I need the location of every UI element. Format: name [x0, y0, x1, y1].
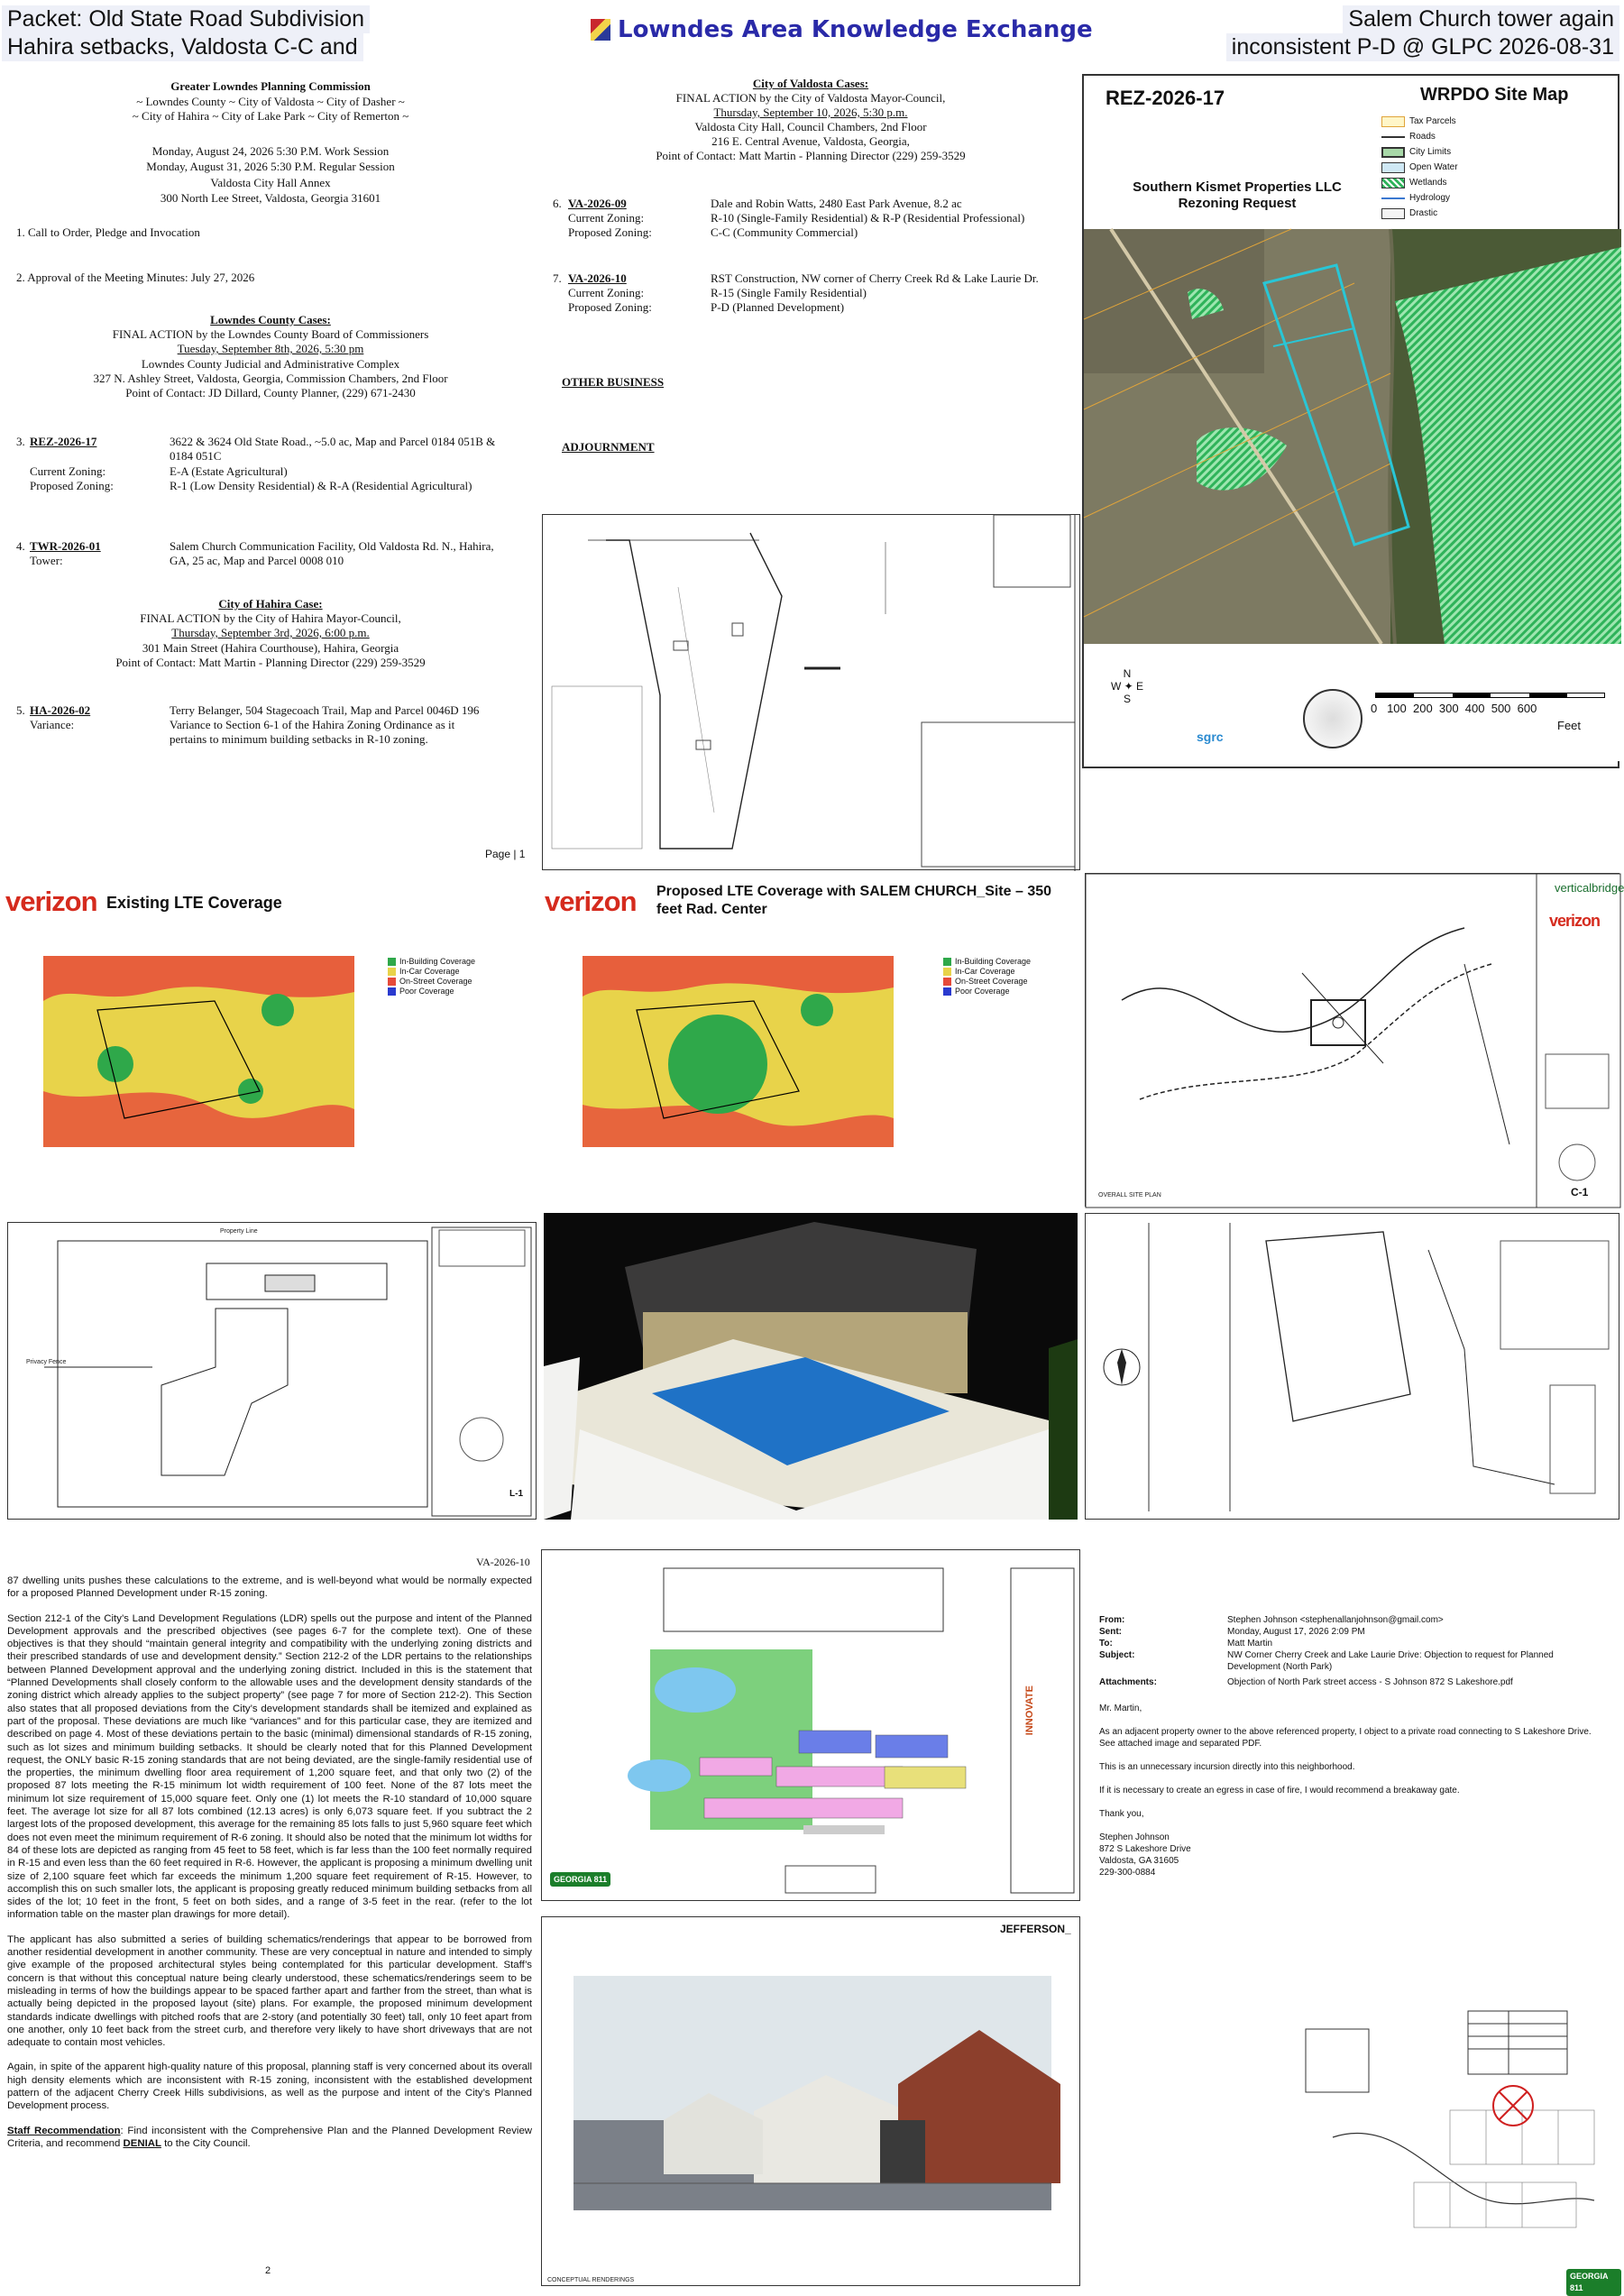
- email-from-row: [1099, 1614, 1604, 1626]
- legend-on-street: [388, 977, 475, 987]
- georgia-811-badge: GEORGIA 811: [1566, 2269, 1621, 2296]
- agenda-page-1-continued: [541, 68, 1080, 501]
- hahira-line-2: Thursday, September 3rd, 2026, 6:00 p.m.: [171, 626, 370, 639]
- elevation-image: [573, 1976, 1051, 2210]
- north-arrow-icon: N W ✦ E S: [1110, 667, 1144, 705]
- item-3-id[interactable]: REZ-2026-17: [30, 435, 97, 448]
- email-greeting: Mr. Martin,: [1099, 1704, 1142, 1713]
- legend-swatch-parcels: [1381, 116, 1405, 127]
- legend-swatch-water: [1381, 162, 1405, 173]
- item-7-current-label: Current Zoning:: [568, 286, 645, 299]
- scale-unit: Feet: [1557, 719, 1582, 732]
- verticalbridge-logo: verticalbridge: [1555, 881, 1624, 895]
- email-sig-address: 872 S Lakeshore Drive: [1099, 1844, 1191, 1854]
- wrpdo-site-map: [1082, 74, 1619, 768]
- legend-swatch-hydrology: [1381, 197, 1405, 199]
- header-right-line1: Salem Church tower again: [1343, 5, 1619, 33]
- email-sig-city: Valdosta, GA 31605: [1099, 1856, 1179, 1866]
- legend-swatch-drastic: [1381, 208, 1405, 219]
- lte-existing-legend: [388, 957, 475, 996]
- staff-report-body: [7, 1575, 532, 2162]
- email-body: [1099, 1703, 1604, 1878]
- legend-swatch-city: [1381, 147, 1405, 158]
- lte-existing-slide: [0, 879, 538, 1183]
- agenda-title: Greater Lowndes Planning Commission: [170, 79, 371, 93]
- lake-logo[interactable]: [591, 16, 1093, 43]
- email-subject-label: Subject:: [1099, 1650, 1135, 1660]
- report-paragraph-1: 87 dwelling units pushes these calculations to the extreme, and is well-beyond what would be normally expected for a proposed Planned Development under R-15 zoning.: [7, 1575, 532, 1600]
- header-left-line2: Hahira setbacks, Valdosta C-C and: [2, 33, 363, 61]
- report-recommendation: [7, 2125, 532, 2151]
- item-4-number: 4.: [16, 539, 25, 553]
- recommendation-tail: to the City Council.: [161, 2137, 251, 2149]
- sheet-number: C-1: [1571, 1186, 1589, 1199]
- pool-rendering: [544, 1213, 1078, 1520]
- recommendation-text: : Find inconsistent with the Comprehensive Plan and the Planned Development Review Criteria, and recommend: [7, 2125, 532, 2149]
- legend-label-ib: In-Building Coverage: [399, 957, 476, 966]
- hahira-case-heading: City of Hahira Case:: [218, 597, 323, 611]
- county-line-2: Tuesday, September 8th, 2026, 5:30 pm: [177, 342, 364, 355]
- rezoning-survey-drawing: [1086, 1214, 1620, 1520]
- header-right-line2: inconsistent P-D @ GLPC 2026-08-31: [1226, 33, 1619, 61]
- lte-proposed-title: [656, 883, 1051, 919]
- item-3-proposed-label: Proposed Zoning:: [30, 479, 114, 492]
- lte-proposed-map: [583, 956, 894, 1147]
- county-line-5: Point of Contact: JD Dillard, County Planner, (229) 671-2430: [125, 386, 416, 400]
- email-attachment-link[interactable]: Objection of North Park street access - S Johnson 872 S Lakeshore.pdf: [1227, 1677, 1513, 1687]
- hahira-line-4: Point of Contact: Matt Martin - Planning Director (229) 259-3529: [115, 656, 426, 669]
- variance-plan-drawing: [8, 1223, 537, 1520]
- item-3-proposed-value: R-1 (Low Density Residential) & R-A (Residential Agricultural): [170, 479, 473, 492]
- item-6-current-value: R-10 (Single-Family Residential) & R-P (Residential Professional): [711, 211, 1025, 225]
- elevation-footer: CONCEPTUAL RENDERINGS: [547, 2277, 635, 2283]
- variance-site-plan: [7, 1222, 537, 1520]
- legend-open-water: [1381, 160, 1458, 175]
- item-7-proposed-label: Proposed Zoning:: [568, 300, 652, 314]
- legend-label-pc: Poor Coverage: [955, 987, 1010, 996]
- lte-existing-title: Existing LTE Coverage: [106, 894, 282, 912]
- item-5-number: 5.: [16, 703, 25, 717]
- item-6-proposed-value: C-C (Community Commercial): [711, 225, 858, 239]
- item-7-current-value: R-15 (Single Family Residential): [711, 286, 867, 299]
- survey-plat: [542, 514, 1080, 870]
- lte-proposed-title-2: feet Rad. Center: [656, 902, 767, 917]
- item-4-id[interactable]: TWR-2026-01: [30, 539, 101, 553]
- county-line-3: Lowndes County Judicial and Administrative Complex: [141, 357, 400, 371]
- staff-report-page-2: [0, 1551, 541, 2287]
- master-plan-drawing: [542, 1550, 1081, 1902]
- item-6-proposed-label: Proposed Zoning:: [568, 225, 652, 239]
- legend-drastic: [1381, 206, 1458, 221]
- sheet-number: L-1: [509, 1489, 523, 1499]
- verizon-logo: verizon: [5, 886, 97, 917]
- email-to-value: Matt Martin: [1227, 1639, 1273, 1649]
- agenda-members-2: ~ City of Hahira ~ City of Lake Park ~ City of Remerton ~: [132, 109, 409, 123]
- county-seal-icon: [1303, 689, 1363, 748]
- item-4-tower-label: Tower:: [30, 554, 63, 567]
- legend-tax-parcels: [1381, 114, 1458, 129]
- item-7-id[interactable]: VA-2026-10: [568, 271, 627, 285]
- legend-swatch-wetlands: [1381, 178, 1405, 188]
- legend-label-5: Hydrology: [1409, 193, 1451, 203]
- other-business-heading: OTHER BUSINESS: [562, 375, 665, 389]
- agenda-venue-1: Valdosta City Hall Annex: [210, 176, 331, 189]
- legend-poor: [943, 987, 1031, 996]
- email-subject-value: NW Corner Cherry Creek and Lake Laurie Drive: Objection to request for Planned Development (North Park): [1227, 1650, 1554, 1672]
- lte-proposed-slide: [541, 879, 1080, 1183]
- recommendation-denial: DENIAL: [123, 2137, 161, 2149]
- valdosta-line-1: FINAL ACTION by the City of Valdosta Mayor-Council,: [675, 91, 946, 105]
- privacy-fence-label: Privacy Fence: [26, 1359, 67, 1365]
- item-5-desc-2: Variance to Section 6-1 of the Hahira Zoning Ordinance as it: [170, 718, 455, 731]
- legend-label-ic: In-Car Coverage: [955, 967, 1015, 976]
- wrpdo-legend: [1381, 114, 1458, 221]
- item-6-number: 6.: [553, 197, 562, 210]
- master-plan: [541, 1549, 1080, 1901]
- item-7-number: 7.: [553, 271, 562, 285]
- valdosta-cases-heading: City of Valdosta Cases:: [752, 77, 869, 90]
- item-6-desc: Dale and Robin Watts, 2480 East Park Avenue, 8.2 ac: [711, 197, 962, 210]
- legend-in-car: [943, 967, 1031, 977]
- valdosta-line-2: Thursday, September 10, 2026, 5:30 p.m.: [713, 106, 908, 119]
- legend-in-car: [388, 967, 475, 977]
- report-paragraph-3: The applicant has also submitted a series of building schematics/renderings that appear to be borrowed from another residential development in another community. These are very conceptual in nature and intended to simply give example of the proposed architectural styles being contemplated for this particular development. Staff’s concern is that without this conceptual nature being clearly understood, these schematics/renderings seem to be misleading in terms of how the buildings appear to be spaced farther apart and farther from the street, than what is actually being depicted in the proposed layout (site) plans. For example, the proposed minimum development standards indicate dwellings with pitched roofs that are 2-story (and potentially 30 feet) tall, only 10 feet apart from one another, only 10 feet back from the street curb, and therefore very likely to have short driveways that are not adequate to contain most vehicles.: [7, 1933, 532, 2049]
- email-paragraph-1: As an adjacent property owner to the above referenced property, I object to a private road connecting to S Lakeshore Drive. See attached image and separated PDF.: [1099, 1727, 1592, 1749]
- legend-city-limits: [1381, 144, 1458, 160]
- email-attachments-label: Attachments:: [1099, 1677, 1157, 1687]
- hahira-line-3: 301 Main Street (Hahira Courthouse), Hahira, Georgia: [142, 641, 399, 655]
- county-line-4: 327 N. Ashley Street, Valdosta, Georgia, Commission Chambers, 2nd Floor: [93, 372, 448, 385]
- email-from-value[interactable]: Stephen Johnson <stephenallanjohnson@gmail.com>: [1227, 1615, 1444, 1625]
- pool-rendering-image: [544, 1213, 1078, 1520]
- innovate-logo: INNOVATE: [1024, 1685, 1035, 1736]
- lte-proposed-legend: [943, 957, 1031, 996]
- page-number: Page | 1: [485, 848, 526, 860]
- report-paragraph-4: Again, in spite of the apparent high-quality nature of this proposal, planning staff is very concerned about its overall high density elements which are inconsistent with R-15 zoning, inconsistent with the established development pattern of the adjacent Cherry Creek Hills subdivisions, as well as the purpose and intent of the City’s Planned Development process.: [7, 2062, 532, 2112]
- legend-label-pc: Poor Coverage: [399, 987, 454, 996]
- elevation-title: JEFFERSON_: [1000, 1923, 1071, 1935]
- email-thanks: Thank you,: [1099, 1809, 1144, 1819]
- item-4-desc-1: Salem Church Communication Facility, Old Valdosta Rd. N., Hahira,: [170, 539, 494, 553]
- email-attachment-map: [1306, 2011, 1617, 2282]
- legend-label-ib: In-Building Coverage: [955, 957, 1032, 966]
- email-sig-name: Stephen Johnson: [1099, 1832, 1170, 1842]
- report-paragraph-2: Section 212-1 of the City’s Land Development Regulations (LDR) spells out the purpose and intent of the Planned Development approvals and the prescribed objectives (see pages 6-7 for the complete text). One of these objectives is that they should “maintain general integrity and compatibility with the underlying zoning districts and their prescribed standards of use and development density.” Section 212-2 of the LDR pertains to the relationships between Planned Development approval and the underlying zoning district. Included in this is the statement that “Planned Developments shall closely conform to the allowable uses and the development density standards of the zoning district which already applies to the subject property” (see page 7 for more of Section 212-2). This Section also states that all proposed deviations from the City’s development standards shall be itemized and explained as part of the proposal. These deviations are much like “variances” and for this particular case, they are itemized and described on page 4. Most of these deviations pertain to the basic (minimal) dimensional standards of R-15 zoning, such as lot sizes and minimum building setbacks. It should be clearly noted that for this Planned Development request, the ONLY basic R-15 zoning standards that are not being deviated, are the single-family residential use of the properties, the minimum dwelling floor area requirement of 1,200 square feet, and that only two (2) of the proposed 87 lots meeting the R-15 minimum lot width requirement of 100 feet. None of the 87 lots meet the minimum lot size requirement of 15,000 square feet. Only one (1) lot meets the R-10 standard of 10,000 square feet. The average lot size for all 87 lots combined (12.13 acres) is only 6,073 square feet. If you subtract the 2 largest lots of the proposed development, this average for the remaining 85 lots falls to just 5,960 square feet which does not even meet the minimum requirement of R-6 zoning. It should also be noted that the minimum lot widths for 84 of these lots are depicted as ranging from 45 feet to 58 feet, which is far less than the 100 feet normally required in R-15 and even less than the 60 feet required in R-6. However, the applicant is proposing a minimum dwelling unit size of 2,100 square feet which far exceeds the minimum 1,200 square feet requirement of R-15. However, to accomplish this on such smaller lots, the applicant is proposing greatly reduced minimum building setbacks from all sides of the lot; 10 feet in the front, 5 feet on both sides, and a range of 3-5 feet in the rear. (refer to the lot information table on the master plan drawings for more detail).: [7, 1612, 532, 1921]
- scale-labels: 0 100 200 300 400 500 600: [1371, 702, 1537, 715]
- verizon-logo: verizon: [1549, 912, 1601, 930]
- item-5-desc-3: pertains to minimum building setbacks in R-10 zoning.: [170, 732, 428, 746]
- email-paragraph-3: If it is necessary to create an egress in case of fire, I would recommend a breakaway gate.: [1099, 1786, 1460, 1795]
- legend-wetlands: [1381, 175, 1458, 190]
- legend-in-building: [388, 957, 475, 967]
- legend-label-2: City Limits: [1409, 147, 1452, 157]
- agenda-item-2: 2. Approval of the Meeting Minutes: July 27, 2026: [16, 271, 255, 284]
- georgia-811-badge: GEORGIA 811: [550, 1872, 610, 1887]
- county-cases-heading: Lowndes County Cases:: [210, 313, 331, 326]
- agenda-date-1: Monday, August 24, 2026 5:30 P.M. Work Session: [151, 144, 390, 158]
- legend-swatch-roads: [1381, 136, 1405, 138]
- item-7-desc: RST Construction, NW corner of Cherry Creek Rd & Lake Laurie Dr.: [711, 271, 1039, 285]
- wrpdo-title: WRPDO Site Map: [1420, 85, 1569, 105]
- item-3-number: 3.: [16, 435, 25, 448]
- item-3-desc-2: 0184 051C: [170, 449, 222, 463]
- item-7-proposed-value: P-D (Planned Development): [711, 300, 845, 314]
- wrpdo-applicant: [1111, 179, 1363, 212]
- email-paragraph-2: This is an unnecessary incursion directly into this neighborhood.: [1099, 1762, 1355, 1772]
- report-page-number: 2: [265, 2265, 271, 2276]
- item-3-current-label: Current Zoning:: [30, 464, 106, 478]
- property-line-label: Property Line: [220, 1228, 258, 1235]
- county-line-1: FINAL ACTION by the Lowndes County Board of Commissioners: [112, 327, 429, 341]
- legend-label-0: Tax Parcels: [1409, 116, 1456, 126]
- email-to-row: [1099, 1638, 1604, 1649]
- email-from-label: From:: [1099, 1615, 1125, 1625]
- legend-in-building: [943, 957, 1031, 967]
- lte-proposed-title-1: Proposed LTE Coverage with SALEM CHURCH_Site – 350: [656, 884, 1052, 899]
- legend-label-6: Drastic: [1409, 208, 1438, 218]
- agenda-page-1: [0, 68, 541, 870]
- legend-label-3: Open Water: [1409, 162, 1458, 172]
- legend-label-ic: In-Car Coverage: [399, 967, 460, 976]
- item-5-variance-label: Variance:: [30, 718, 75, 731]
- email-attachments-row: [1099, 1676, 1604, 1688]
- objection-email: [1085, 1551, 1621, 2292]
- item-3-current-value: E-A (Estate Agricultural): [170, 464, 288, 478]
- legend-hydrology: [1381, 190, 1458, 206]
- lte-existing-map: [43, 956, 354, 1147]
- rezoning-survey: [1085, 1213, 1619, 1520]
- tower-site-plan: [1085, 873, 1624, 1207]
- item-4-desc-2: GA, 25 ac, Map and Parcel 0008 010: [170, 554, 344, 567]
- email-sig-phone: 229-300-0884: [1099, 1868, 1156, 1878]
- wrpdo-applicant-line1: Southern Kismet Properties LLC: [1133, 179, 1342, 195]
- legend-label-1: Roads: [1409, 132, 1436, 142]
- item-5-id[interactable]: HA-2026-02: [30, 703, 91, 717]
- staff-report-case-id: VA-2026-10: [476, 1556, 530, 1568]
- adjournment-heading: ADJOURNMENT: [562, 440, 655, 454]
- agenda-members-1: ~ Lowndes County ~ City of Valdosta ~ City of Dasher ~: [136, 95, 405, 108]
- wrpdo-case-id: REZ-2026-17: [1106, 87, 1225, 109]
- sgrc-logo: sgrc: [1197, 730, 1224, 744]
- email-to-label: To:: [1099, 1639, 1113, 1649]
- email-subject-row: [1099, 1649, 1604, 1673]
- email-sent-value: Monday, August 17, 2026 2:09 PM: [1227, 1627, 1365, 1637]
- valdosta-line-3: Valdosta City Hall, Council Chambers, 2nd Floor: [694, 120, 927, 133]
- item-3-desc-1: 3622 & 3624 Old State Road., ~5.0 ac, Map and Parcel 0184 051B &: [170, 435, 496, 448]
- recommendation-label: Staff Recommendation: [7, 2125, 121, 2136]
- item-6-current-label: Current Zoning:: [568, 211, 645, 225]
- email-sent-row: [1099, 1626, 1604, 1638]
- survey-plat-drawing: [543, 515, 1081, 871]
- wrpdo-applicant-line2: Rezoning Request: [1178, 196, 1297, 211]
- agenda-item-1: 1. Call to Order, Pledge and Invocation: [16, 225, 200, 239]
- elevation-rendering: [541, 1916, 1080, 2286]
- wrpdo-aerial: [1084, 229, 1621, 761]
- legend-poor: [388, 987, 475, 996]
- item-5-desc-1: Terry Belanger, 504 Stagecoach Trail, Map and Parcel 0046D 196: [170, 703, 480, 717]
- hahira-line-1: FINAL ACTION by the City of Hahira Mayor-Council,: [140, 611, 401, 625]
- lake-flag-icon: [591, 19, 610, 41]
- scale-bar: [1375, 693, 1605, 698]
- overall-site-plan-label: OVERALL SITE PLAN: [1098, 1192, 1161, 1199]
- tower-site-plan-drawing: [1086, 874, 1620, 1208]
- legend-roads: [1381, 129, 1458, 144]
- verizon-logo: verizon: [545, 886, 637, 917]
- legend-label-os: On-Street Coverage: [955, 977, 1028, 986]
- agenda-date-2: Monday, August 31, 2026 5:30 P.M. Regular Session: [146, 160, 395, 173]
- legend-on-street: [943, 977, 1031, 987]
- legend-label-os: On-Street Coverage: [399, 977, 473, 986]
- agenda-venue-2: 300 North Lee Street, Valdosta, Georgia 31601: [160, 191, 381, 205]
- item-6-id[interactable]: VA-2026-09: [568, 197, 627, 210]
- valdosta-line-5: Point of Contact: Matt Martin - Planning Director (229) 259-3529: [656, 149, 966, 162]
- header-left-line1: Packet: Old State Road Subdivision: [2, 5, 370, 33]
- legend-label-4: Wetlands: [1409, 178, 1447, 188]
- email-sent-label: Sent:: [1099, 1627, 1122, 1637]
- email-headers: [1099, 1614, 1604, 1688]
- valdosta-line-4: 216 E. Central Avenue, Valdosta, Georgia,: [711, 134, 910, 148]
- lake-title: Lowndes Area Knowledge Exchange: [618, 16, 1093, 43]
